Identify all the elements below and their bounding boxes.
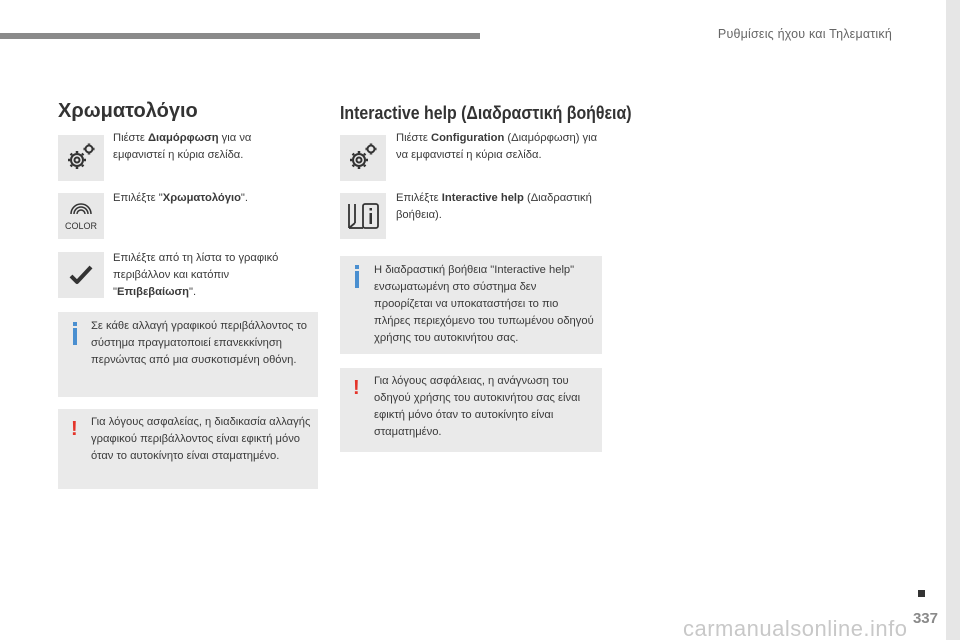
watermark: carmanualsonline.info: [683, 616, 908, 641]
gear-icon: [58, 135, 104, 181]
book-info-icon: [340, 193, 386, 239]
section-title-interactive-help: Interactive help (Διαδραστική βοήθεια): [340, 102, 632, 123]
color-icon-label: COLOR: [64, 221, 98, 231]
right-info-note: [340, 256, 602, 354]
section-title-color-palette: Χρωματολόγιο: [58, 100, 198, 122]
left-step-1-text: Πιέστε Διαμόρφωση για να εμφανιστεί η κύρια σελίδα.: [113, 132, 252, 161]
warning-icon: !: [71, 418, 78, 440]
color-palette-icon: [58, 193, 104, 239]
header-rule: [0, 33, 480, 39]
info-icon: [355, 271, 359, 288]
right-step-1-text: Πιέστε Configuration (Διαμόρφωση) για να εμφανιστεί η κύρια σελίδα.: [396, 132, 598, 161]
page-edge-strip: [946, 0, 960, 640]
left-info-note-text: Σε κάθε αλλαγή γραφικού περιβάλλοντος το σύστημα πραγματοποιεί επανεκκίνηση περνώντας από μια συσκοτισμένη οθόνη.: [91, 320, 307, 366]
gear-icon: [340, 135, 386, 181]
page-number: 337: [912, 610, 938, 627]
left-info-note: [58, 312, 318, 397]
left-step-3-text: Επιλέξτε από τη λίστα το γραφικό περιβάλλον και κατόπιν "Επιβεβαίωση".: [113, 252, 279, 298]
left-warning-note: [58, 409, 318, 489]
left-step-2-text: Επιλέξτε "Χρωματολόγιο".: [113, 192, 248, 204]
page-marker: [918, 590, 925, 597]
right-info-note-text: Η διαδραστική βοήθεια "Interactive help" ενσωματωμένη στο σύστημα δεν προορίζεται να υποκαταστήσει το πιο πλήρες περιεχόμενο του τυπωμένου οδηγού χρήσης του αυτοκινήτου σας.: [374, 264, 594, 344]
warning-icon: !: [353, 377, 360, 399]
right-step-2-text: Επιλέξτε Interactive help (Διαδραστική βοήθεια).: [396, 192, 592, 221]
page-header-title: Ρυθμίσεις ήχου και Τηλεματική: [717, 27, 892, 41]
right-warning-note: [340, 368, 602, 452]
left-warning-note-text: Για λόγους ασφαλείας, η διαδικασία αλλαγής γραφικού περιβάλλοντος είναι εφικτή μόνο όταν το αυτοκίνητο είναι σταματημένο.: [91, 416, 311, 462]
info-icon: [73, 328, 77, 345]
right-warning-note-text: Για λόγους ασφάλειας, η ανάγνωση του οδηγού χρήσης του αυτοκινήτου σας είναι εφικτή μόνο όταν το αυτοκίνητο είναι σταματημένο.: [374, 375, 581, 438]
checkmark-icon: [58, 252, 104, 298]
